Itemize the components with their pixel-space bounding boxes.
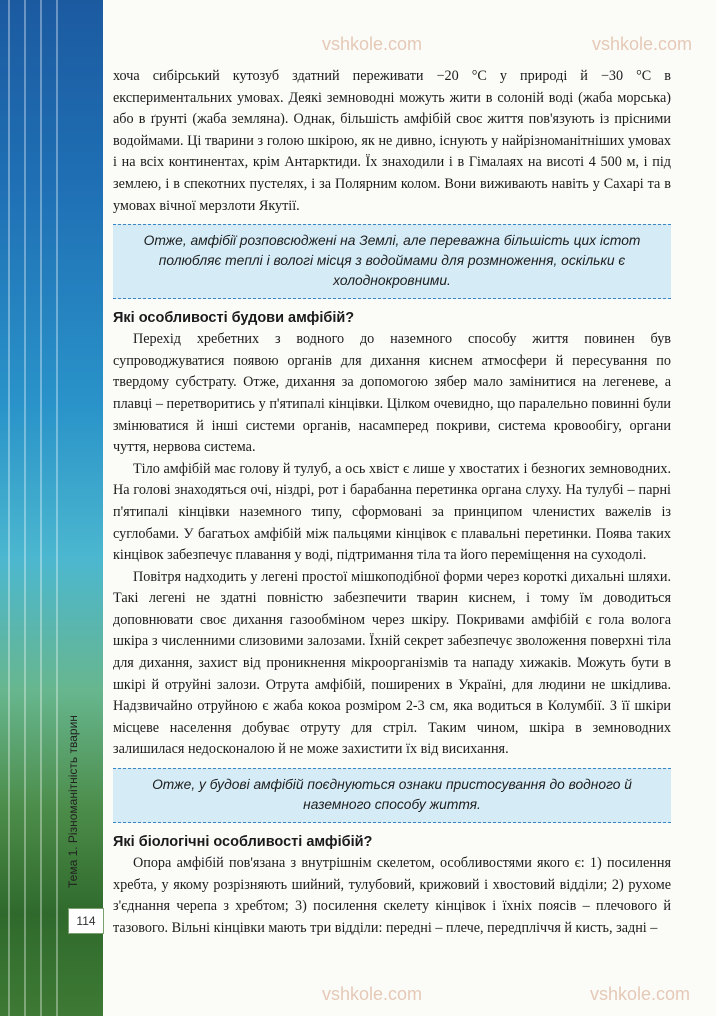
paragraph: Тіло амфібій має голову й тулуб, а ось хвіст є лише у хвостатих і безногих земноводних. На голові знаходяться очі, ніздрі, рот і барабанна перетинка органа слуху. На тулубі – парні п'ятипалі кінцівки наземного типу, сформовані за принципом членистих важелів із суглобами. У багатьох амфібій між пальцями кінцівок є плавальні перетинки. Поява таких кінцівок забезпечує плавання у воді, підтримання тіла та його переміщення на суходолі. (113, 460, 671, 564)
sidebar-stripe (56, 0, 58, 1016)
page-sidebar (0, 0, 103, 1016)
watermark: vshkole.com (590, 984, 691, 1004)
section-heading: Які особливості будови амфібій? (113, 310, 355, 327)
summary-callout: Отже, у будові амфібій поєднуються ознаки пристосування до водного й наземного способу життя. (113, 768, 671, 823)
watermark: vshkole.com (592, 34, 693, 54)
page-number-box (68, 908, 104, 934)
paragraph: Перехід хребетних з водного до наземного способу життя повинен був супроводжуватися появою органів для дихання киснем атмосфери й пересування по твердому субстрату. Отже, дихання за допомогою зябер мало замінитися на легеневе, а плавці – перетворитись у п'ятипалі кінцівки. Цілком очевидно, що паралельно повинні були змінюватися й інші системи органів, насамперед покриви, система кровообігу, органи чуття, нервова система. (113, 331, 671, 456)
page-content (113, 66, 671, 939)
sidebar-stripe (24, 0, 26, 1016)
paragraph: Опора амфібій пов'язана з внутрішнім скелетом, особливостями якого є: 1) посилення хребта, у якому розрізняють шийний, тулубовий, крижовий і хвостовий відділи; 2) рухоме з'єднання черепа з хребтом; 3) посилення скелету кінцівок і їхніх поясів – плечового й тазового. Вільні кінцівки мають три відділи: передні – плече, передпліччя й кисть, задні – (113, 855, 671, 936)
sidebar-stripe (40, 0, 42, 1016)
summary-callout: Отже, амфібії розповсюджені на Землі, але переважна більшість цих істот полюбляє теплі і вологі місця з водоймами для розмноження, оскільки є холоднокровними. (113, 224, 671, 299)
section-label: Тема 1. Різноманітність тварин (66, 715, 80, 888)
paragraph: Повітря надходить у легені простої мішкоподібної форми через короткі дихальні шляхи. Такі легені не здатні повністю забезпечити тварин киснем, і тому їм доводиться доповнювати своє дихання газообміном через шкіру. Покривами амфібій є гола волога шкіра з численними слизовими залозами. Їхній секрет забезпечує зволоження поверхні тіла для дихання, захист від проникнення мікроорганізмів та нападу хижаків. Можуть бути в шкірі й отруйні залози. Отрута амфібій, поширених в Україні, для людини не шкідлива. Надзвичайно отруйною є жаба кокоа розміром 2-3 см, яка водиться в Колумбії. З її шкіри місцеве населення добуває отруту для стріл. Таким чином, шкіра в земноводних залишилася недосконалою й не може захистити їх від висихання. (113, 568, 671, 758)
page-number: 114 (76, 914, 96, 928)
watermark: vshkole.com (322, 34, 423, 54)
paragraph: хоча сибірський кутозуб здатний переживати −20 °С у природі й −30 °С в експериментальних умовах. Деякі земноводні можуть жити в солоній воді (жаба морська) або в ґрунті (жаба земляна). Однак, більшість амфібій своє життя пов'язують із прісними водоймами. Ці тварини з голою шкірою, як не дивно, існують у найрізноманітніших умовах і на всіх континентах, крім Антарктиди. Їх знаходили і в Гімалаях на висоті 4 500 м, і під землею, і в спекотних пустелях, і за Полярним колом. Вони виживають навіть у Сахарі та в умовах вічної мерзлоти Якутії. (113, 68, 671, 214)
sidebar-stripe (8, 0, 10, 1016)
section-heading: Які біологічні особливості амфібій? (113, 834, 373, 851)
watermark: vshkole.com (322, 984, 423, 1004)
